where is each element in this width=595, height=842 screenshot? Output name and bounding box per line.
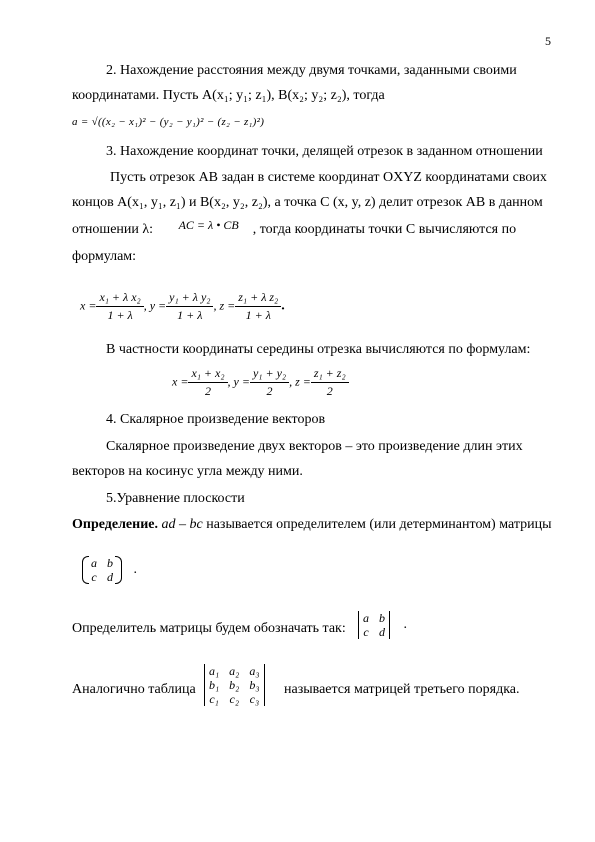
- s4-line1: Скалярное произведение двух векторов – это произведение длин этих: [106, 439, 523, 454]
- table3-pre: Аналогично таблица: [72, 682, 196, 697]
- ratio-formula: AC = λ • CB: [178, 218, 239, 232]
- midpoint-text: В частности координаты середины отрезка вычисляются по формулам:: [106, 342, 531, 357]
- fy-den: 1 + λ: [177, 308, 203, 322]
- mx-den: 2: [204, 384, 211, 398]
- determinant-3x3-cell: b₁: [209, 678, 220, 692]
- det-end: .: [403, 617, 407, 632]
- distance-formula: a = √((x₂ − x₁)² − (y₂ − y₁)² − (z₂ − z₁)²): [72, 116, 265, 128]
- determinant-2x2-row: [358, 611, 390, 625]
- s3-line3: [72, 218, 517, 238]
- fy-num: y₁ + λ y₂: [166, 290, 213, 307]
- page-number: 5: [545, 34, 551, 48]
- s3-line1: Пусть отрезок АВ задан в системе координат OXYZ координатами своих: [110, 170, 547, 185]
- matrix-2x2-row: [86, 570, 118, 584]
- left-bar: [358, 611, 359, 639]
- matrix-2x2-row: [86, 556, 118, 570]
- determinant-3x3-row: [204, 664, 265, 678]
- determinant-2x2-cell: c: [363, 625, 369, 639]
- matrix-2x2-cell: d: [107, 570, 113, 584]
- table3-post: называется матрицей третьего порядка.: [284, 682, 520, 697]
- matrix-2x2-end: .: [133, 562, 137, 577]
- my-lhs: , y =: [227, 374, 250, 389]
- s3-line3-post: , тогда координаты точки С вычисляются по: [252, 222, 517, 237]
- mz-lhs: , z =: [289, 374, 311, 389]
- determinant-3x3-cell: b₂: [229, 678, 240, 692]
- right-paren: [115, 556, 122, 584]
- determinant-3x3: [204, 664, 265, 706]
- determinant-3x3-row: [204, 678, 265, 692]
- determinant-3x3-cell: a₁: [209, 664, 220, 678]
- definition-label: Определение.: [72, 517, 158, 532]
- fx-lhs: x =: [80, 298, 97, 313]
- fend: .: [281, 298, 285, 314]
- determinant-3x3-cell: a₂: [229, 664, 240, 678]
- fz-den: 1 + λ: [245, 308, 271, 322]
- fz-frac: [235, 290, 281, 323]
- my-den: 2: [266, 384, 273, 398]
- determinant-3x3-cell: a₃: [249, 664, 260, 678]
- mx-frac: [188, 366, 227, 399]
- matrix-2x2: [86, 556, 137, 584]
- fy-lhs: , y =: [143, 298, 167, 313]
- s2-heading: 2. Нахождение расстояния между двумя точками, заданными своими: [106, 63, 517, 78]
- determinant-2x2-body: [358, 611, 390, 639]
- determinant-2x2: [358, 611, 407, 639]
- determinant-2x2-cell: a: [363, 611, 369, 625]
- determinant-3x3-cell: c₂: [229, 692, 239, 706]
- determinant-2x2-cell: b: [379, 611, 385, 625]
- s3-line4: формулам:: [72, 249, 137, 264]
- definition-rest: называется определителем (или детерминантом) матрицы: [206, 517, 552, 532]
- s3-heading: 3. Нахождение координат точки, делящей отрезок в заданном отношении: [106, 144, 543, 159]
- mz-den: 2: [326, 384, 333, 398]
- left-paren: [82, 556, 89, 584]
- fz-lhs: , z =: [213, 298, 236, 313]
- s4-line2: векторов на косинус угла между ними.: [72, 464, 303, 479]
- fy-frac: [166, 290, 213, 323]
- determinant-expr: ad – bc: [161, 517, 203, 532]
- s2-points: A(x₁; y₁; z₁), B(x₂; y₂; z₂), тогда: [202, 88, 385, 103]
- midpoint-formulas: [172, 366, 349, 399]
- left-bar: [204, 664, 205, 706]
- determinant-3x3-cell: b₃: [249, 678, 260, 692]
- determinant-3x3-body: [204, 664, 265, 706]
- mx-lhs: x =: [172, 374, 189, 389]
- mz-num: z₁ + z₂: [311, 366, 349, 383]
- s2-text-pre: координатами. Пусть: [72, 88, 203, 103]
- s2-text: [72, 88, 385, 104]
- determinant-3x3-cell: c₁: [209, 692, 219, 706]
- my-num: y₁ + y₂: [250, 366, 289, 383]
- fx-num: x₁ + λ x₂: [96, 290, 143, 307]
- s3-line3-pre: отношении λ:: [72, 222, 154, 237]
- determinant-2x2-row: [358, 625, 390, 639]
- det-notation-text: Определитель матрицы будем обозначать так:: [72, 621, 346, 636]
- division-formulas: [80, 290, 285, 323]
- matrix-2x2-body: [86, 556, 118, 584]
- matrix-2x2-cell: b: [107, 556, 113, 570]
- mz-frac: [311, 366, 349, 399]
- s3-line2: концов A(x₁, y₁, z₁) и B(x₂, y₂, z₂), а точка С (x, y, z) делит отрезок АВ в данном: [72, 195, 543, 210]
- matrix-2x2-cell: c: [91, 570, 97, 584]
- definition-line: [72, 517, 552, 533]
- fx-den: 1 + λ: [107, 308, 133, 322]
- matrix-2x2-cell: a: [91, 556, 97, 570]
- s4-heading: 4. Скалярное произведение векторов: [106, 412, 326, 427]
- determinant-3x3-row: [204, 692, 265, 706]
- my-frac: [250, 366, 289, 399]
- determinant-2x2-cell: d: [379, 625, 385, 639]
- fx-frac: [96, 290, 143, 323]
- determinant-3x3-cell: c₃: [249, 692, 260, 706]
- mx-num: x₁ + x₂: [188, 366, 227, 383]
- s5-heading: 5.Уравнение плоскости: [106, 491, 245, 506]
- right-bar: [389, 611, 390, 639]
- right-bar: [264, 664, 265, 706]
- fz-num: z₁ + λ z₂: [235, 290, 281, 307]
